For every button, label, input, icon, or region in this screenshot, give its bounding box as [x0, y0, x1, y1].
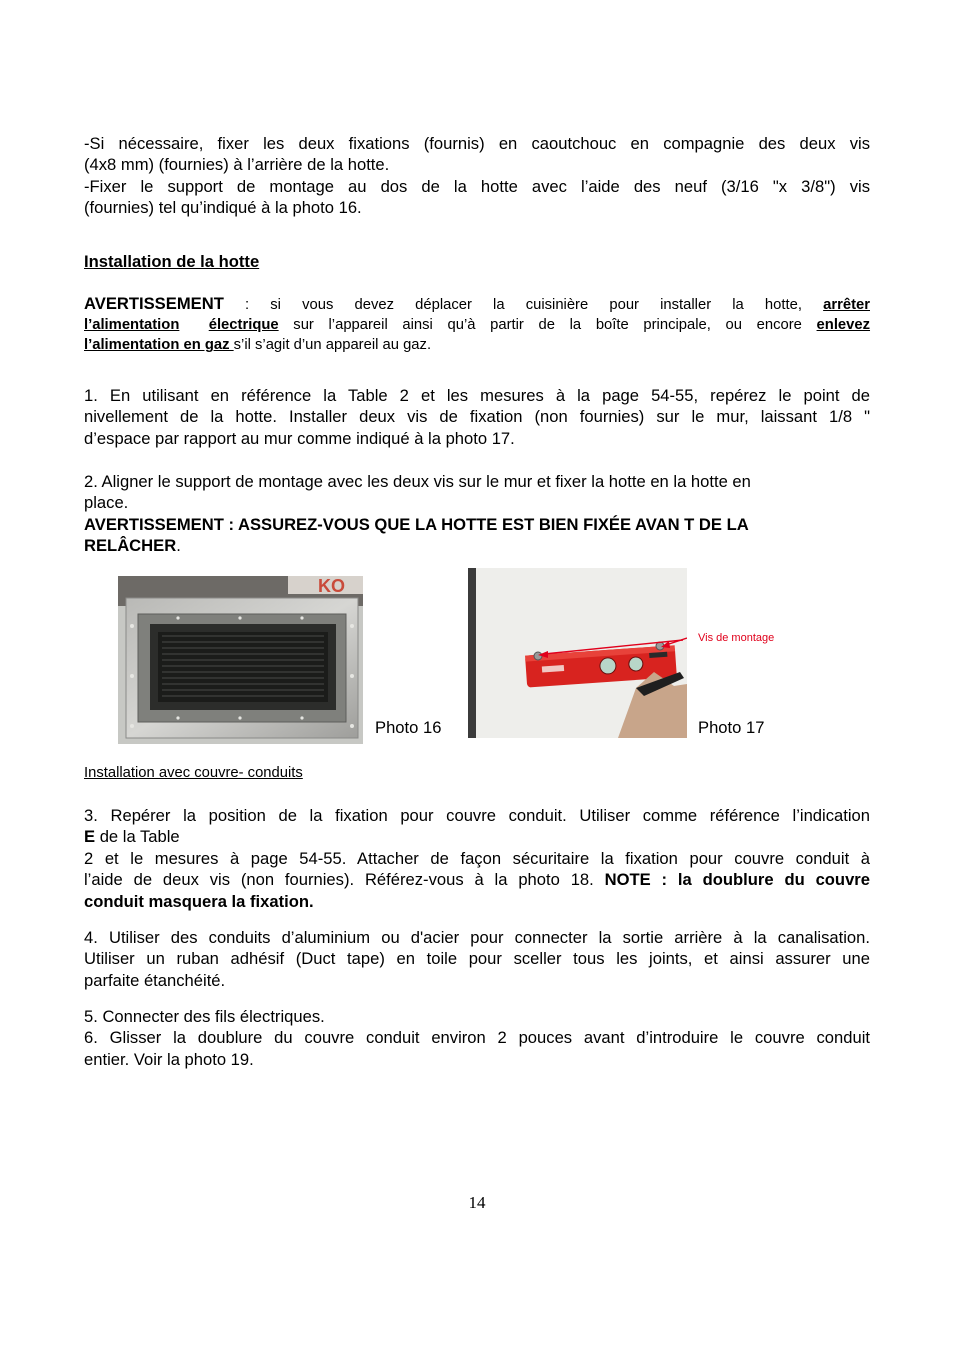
warning1-text-a: si vous devez déplacer la cuisinière pour installer la hotte,	[270, 297, 824, 313]
warning1-label: AVERTISSEMENT	[84, 294, 224, 313]
page-number: 14	[468, 1193, 486, 1212]
step-1	[84, 385, 870, 449]
step3-line-3: 2 et le mesures à page 54-55. Attacher de façon sécuritaire la fixation pour couvre conduit à	[84, 848, 870, 868]
intro-line-3: -Fixer le support de montage au dos de la hotte avec l’aide des neuf (3/16 "x 3/8") vis	[84, 176, 870, 196]
step-3	[84, 805, 870, 912]
step3-line-2-rest: de la Table	[95, 827, 180, 847]
step3-line-2	[84, 826, 870, 847]
warning1-link-gaz: l’alimentation en gaz	[84, 337, 234, 354]
step4-line-3: parfaite étanchéité.	[84, 970, 226, 990]
warning1-colon: :	[223, 297, 271, 313]
warning1-link-alimentation: l’alimentation	[84, 317, 180, 334]
step3-note: NOTE : la doublure du couvre	[604, 870, 870, 890]
step3-indication-e: E	[84, 827, 96, 847]
warning2-line-1: AVERTISSEMENT : ASSUREZ-VOUS QUE LA HOTTE EST BIEN FIXÉE AVAN T DE LA	[84, 514, 749, 534]
intro-paragraph	[84, 133, 870, 219]
step4-line-1: 4. Utiliser des conduits d’aluminium ou d'acier pour connecter la sortie arrière à la canalisation.	[84, 928, 870, 947]
subheading-couvre-conduits: Installation avec couvre- conduits	[84, 765, 303, 781]
warning1-link-arreter: arrêter	[823, 297, 870, 313]
photo-16-image	[118, 576, 363, 744]
warning2-line-2	[84, 535, 870, 556]
warning-paragraph-1	[84, 294, 870, 356]
step1-line-3: d’espace par rapport au mur comme indiqué à la photo 17.	[84, 428, 515, 448]
intro-line-4: (fournies) tel qu’indiqué à la photo 16.	[84, 198, 362, 218]
step3-line-1: 3. Repérer la position de la fixation pour couvre conduit. Utiliser comme référence l’indication	[84, 806, 870, 825]
step-2	[84, 471, 870, 557]
step5-line: 5. Connecter des fils électriques.	[84, 1007, 325, 1026]
photo-17-annotation: Vis de montage	[698, 632, 775, 644]
warning1-line-2	[84, 315, 870, 335]
step6-line-2: entier. Voir la photo 19.	[84, 1049, 254, 1069]
step2-line-2: place.	[84, 493, 129, 513]
step-5-6	[84, 1006, 870, 1070]
photo-16	[118, 576, 363, 744]
section-heading-block	[84, 251, 870, 272]
step2-line-1: 2. Aligner le support de montage avec les deux vis sur le mur et fixer la hotte en la hotte en	[84, 472, 751, 491]
warning1-link-electrique: électrique	[208, 317, 279, 334]
step4-line-2: Utiliser un ruban adhésif (Duct tape) en toile pour sceller tous les joints, et ainsi assurer une	[84, 949, 870, 969]
warning1-link-enlevez: enlevez	[816, 317, 871, 334]
warning2-relacher: RELÂCHER	[84, 536, 177, 556]
photo-17	[468, 568, 687, 738]
warning1-line-3	[84, 335, 870, 355]
warning2-period: .	[176, 536, 181, 556]
step1-line-1: 1. En utilisant en référence la Table 2 et les mesures à la page 54-55, repérez le point de	[84, 386, 870, 405]
section-heading: Installation de la hotte	[84, 252, 260, 271]
warning1-text-b: sur l’appareil ainsi qu’à partir de la boîte principale, ou encore	[278, 317, 817, 334]
step6-line-1: 6. Glisser la doublure du couvre conduit environ 2 pouces avant d’introduire le couvre conduit	[84, 1028, 870, 1048]
step3-line-4	[84, 869, 870, 890]
photo-16-caption: Photo 16	[375, 718, 442, 737]
step3-line-5: conduit masquera la fixation.	[84, 891, 314, 911]
warning1-text-c: s’il s’agit d’un appareil au gaz.	[233, 337, 432, 354]
intro-line-2: (4x8 mm) (fournies) à l’arrière de la hotte.	[84, 155, 390, 175]
step1-line-2: nivellement de la hotte. Installer deux vis de fixation (non fournies) sur le mur, laissant 1/8 "	[84, 407, 870, 427]
intro-line-1: -Si nécessaire, fixer les deux fixations (fournis) en caoutchouc en compagnie des deux vis	[84, 134, 870, 153]
step3-line-4-text: l’aide de deux vis (non fournies). Référez-vous à la photo 18.	[84, 870, 605, 890]
step-4	[84, 927, 870, 991]
photo-17-image	[468, 568, 687, 738]
svg-text:KO: KO	[318, 576, 345, 596]
photo-17-caption: Photo 17	[698, 718, 765, 737]
warning1-line-1	[84, 294, 870, 315]
